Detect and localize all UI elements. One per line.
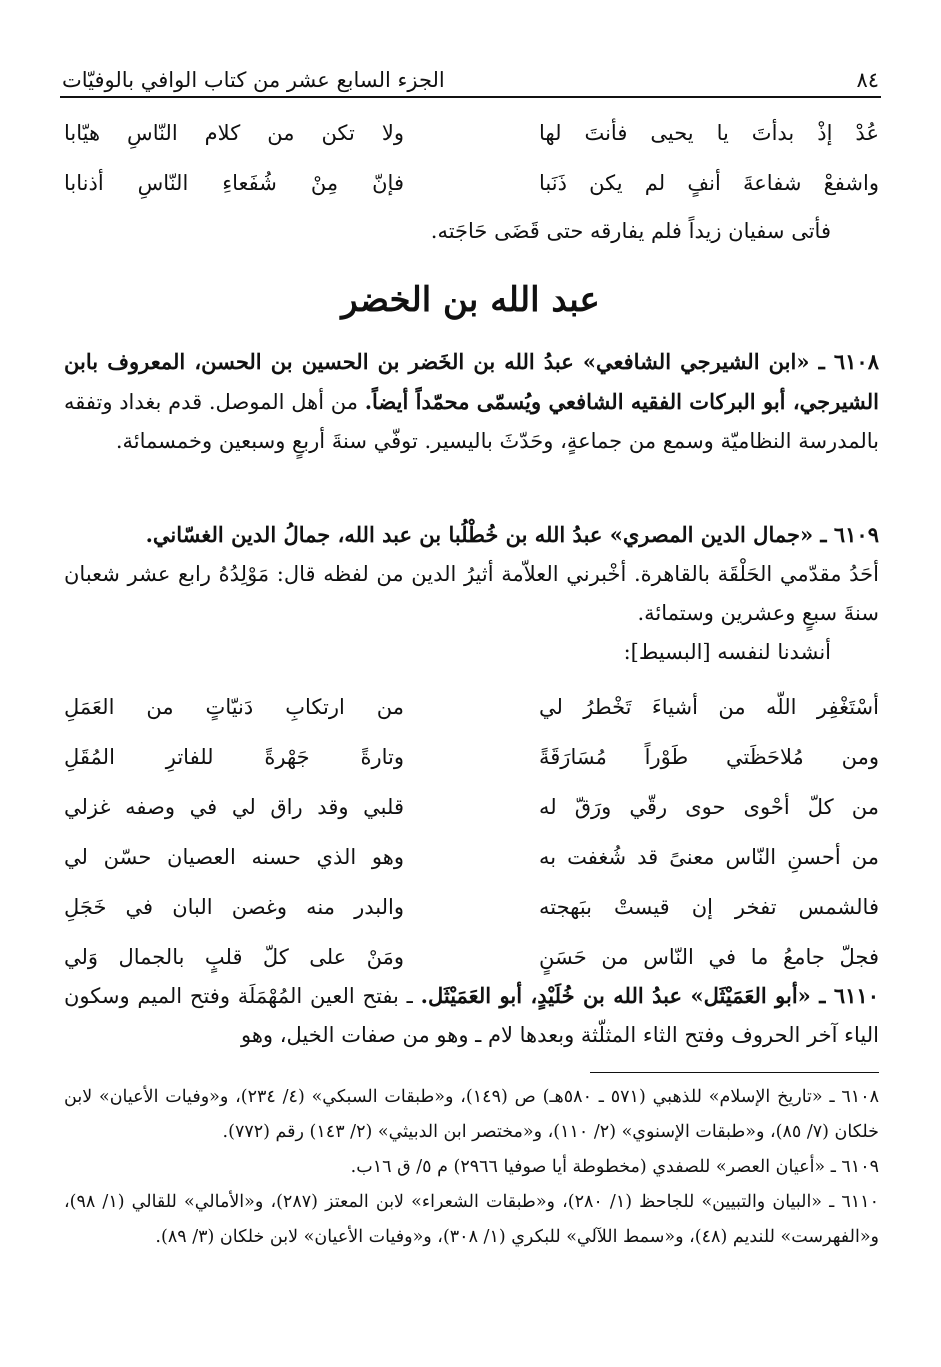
verse-second-hemistich: والبدر منه وغصن البان في خَجَلِ — [64, 895, 404, 919]
verse-second-hemistich: من ارتكابِ دَنيّاتٍ من العَمَلِ — [64, 695, 404, 719]
verse-first-hemistich: من كلّ أحْوى حوى رقّي ورَقّ له — [539, 795, 879, 819]
page-header — [62, 52, 879, 92]
entry-6110 — [64, 976, 879, 1055]
entry-body: من أهل الموصل. قدم بغداد وتفقه بالمدرسة النظاميّة وسمع من جماعةٍ، وحَدّثَ باليسير. توفّي سنةَ أربعٍ وسبعين وخمسمائة. — [64, 390, 879, 453]
verse-first-hemistich: واشفعْ شفاعةَ أنفٍ لم يكن ذَنَبا — [539, 171, 879, 195]
entry-body: أحَدُ مقدّمي الحَلْقَة بالقاهرة. أخْبرني العلاّمة أثيرُ الدين من لفظه قال: مَوْلِدُهُ رابع عشر شعبان سنةَ سبعٍ وعشرين وستمائة. — [64, 562, 879, 625]
footnote-rule — [590, 1072, 879, 1073]
verse-row — [64, 782, 879, 832]
verse-second-hemistich: وهو الذي حسنه العصيان حسّن لي — [64, 845, 404, 869]
poem — [64, 682, 879, 982]
entry-text — [64, 976, 879, 1055]
entry-text — [64, 342, 879, 461]
verse-second-hemistich: ولا تكن من كلام النّاسِ هيّابا — [64, 121, 404, 145]
running-title: الجزء السابع عشر من كتاب الوافي بالوفيّات — [62, 68, 445, 92]
footnote: ٦١٠٨ ـ «تاريخ الإسلام» للذهبي (٥٧١ ـ ٥٨٠هـ) ص (١٤٩)، و«طبقات السبكي» (٤/ ٢٣٤)، و«وفيات الأعيان» لابن خلكان (٧/ ٨٥)، و«طبقات الإسنوي» (٢/ ١١٠)، و«مختصر ابن الدبيثي» (٢/ ١٤٣) رقم (٧٧٢). — [64, 1087, 879, 1142]
verse-row — [64, 158, 879, 208]
entry-body: ـ بفتح العين المُهْمَلَة وفتح الميم وسكون الياء آخر الحروف وفتح الثاء المثلّثة وبعدها لام ـ وهو من صفات الخيل، وهو — [64, 984, 879, 1047]
entry-heading: ٦١٠٩ ـ «جمال الدين المصري» عبدُ الله بن خُطْلُبا بن عبد الله، جمالُ الدين الغسّاني. — [145, 522, 879, 547]
verse-second-hemistich: ومَنْ على كلّ قلبٍ بالجمال وَلي — [64, 945, 404, 969]
verse-first-hemistich: فجلّ جامعُ ما في النّاس من حَسَنٍ — [539, 945, 879, 969]
verse-second-hemistich: قلبي وقد راق لي في وصفه غزلي — [64, 795, 404, 819]
header-rule — [60, 96, 881, 98]
verse-row — [64, 882, 879, 932]
verse-first-hemistich: ومن مُلاحَظَتي طَوْراً مُسَارَقَةً — [539, 745, 879, 769]
verse-first-hemistich: من أحسنِ النّاس معنىً قد شُغفت به — [539, 845, 879, 869]
verse-row — [64, 108, 879, 158]
footnote: ٦١٠٩ ـ «أعيان العصر» للصفدي (مخطوطة أيا صوفيا ٢٩٦٦) م ٥/ ق ١٦ب. — [350, 1157, 879, 1177]
poem-intro: أنشدنا لنفسه [البسيط]: — [623, 640, 831, 664]
verse-row — [64, 932, 879, 982]
footnote: ٦١١٠ ـ «البيان والتبيين» للجاحظ (١/ ٢٨٠)، و«طبقات الشعراء» لابن المعتز (٢٨٧)، و«الأمالي» للقالي (١/ ٩٨)، و«الفهرست» للنديم (٤٨)، و«سمط اللآلي» للبكري (١/ ٣٠٨)، و«وفيات الأعيان» لابن خلكان (٣/ ٨٩). — [64, 1192, 879, 1247]
verse-first-hemistich: أسْتَغْفِر اللّه من أشياءَ تَخْطرُ لي — [539, 695, 879, 719]
page-number: ٨٤ — [856, 68, 879, 92]
verse-first-hemistich: عُدْ إذْ بدأتَ يا يحيى فأنتَ لها — [539, 121, 879, 145]
opening-prose: فأتى سفيان زيداً فلم يفارقه حتى قَضَى حَاجَته. — [430, 219, 831, 243]
entry-6108 — [64, 342, 879, 461]
footnotes — [64, 1080, 879, 1255]
opening-verses — [64, 108, 879, 251]
entry-heading: ٦١١٠ ـ «أبو العَمَيْثَل» عبدُ الله بن خُلَيْدٍ، أبو العَمَيْثَل. — [420, 983, 879, 1008]
entry-6109 — [64, 515, 879, 672]
verse-row — [64, 682, 879, 732]
verse-second-hemistich: وتارةً جَهْرةً للفاترِ المُقَلِ — [64, 745, 404, 769]
verse-row — [64, 832, 879, 882]
verse-first-hemistich: فالشمس تفخر إن قيستْ ببَهجته — [539, 895, 879, 919]
entry-heading: ٦١٠٨ ـ «ابن الشيرجي الشافعي» عبدُ الله بن الخَضر بن الحسين بن الحسن، المعروف بابن الشيرجي، أبو البركات الفقيه الشافعي ويُسمّى محمّداً أيضاً. — [64, 349, 880, 414]
verse-second-hemistich: فإنّ مِنْ شُفَعاءِ النّاسِ أذنابا — [64, 171, 404, 195]
section-title: عبد الله بن الخضر — [341, 280, 600, 320]
verse-row — [64, 732, 879, 782]
entry-heading-line — [64, 515, 879, 555]
